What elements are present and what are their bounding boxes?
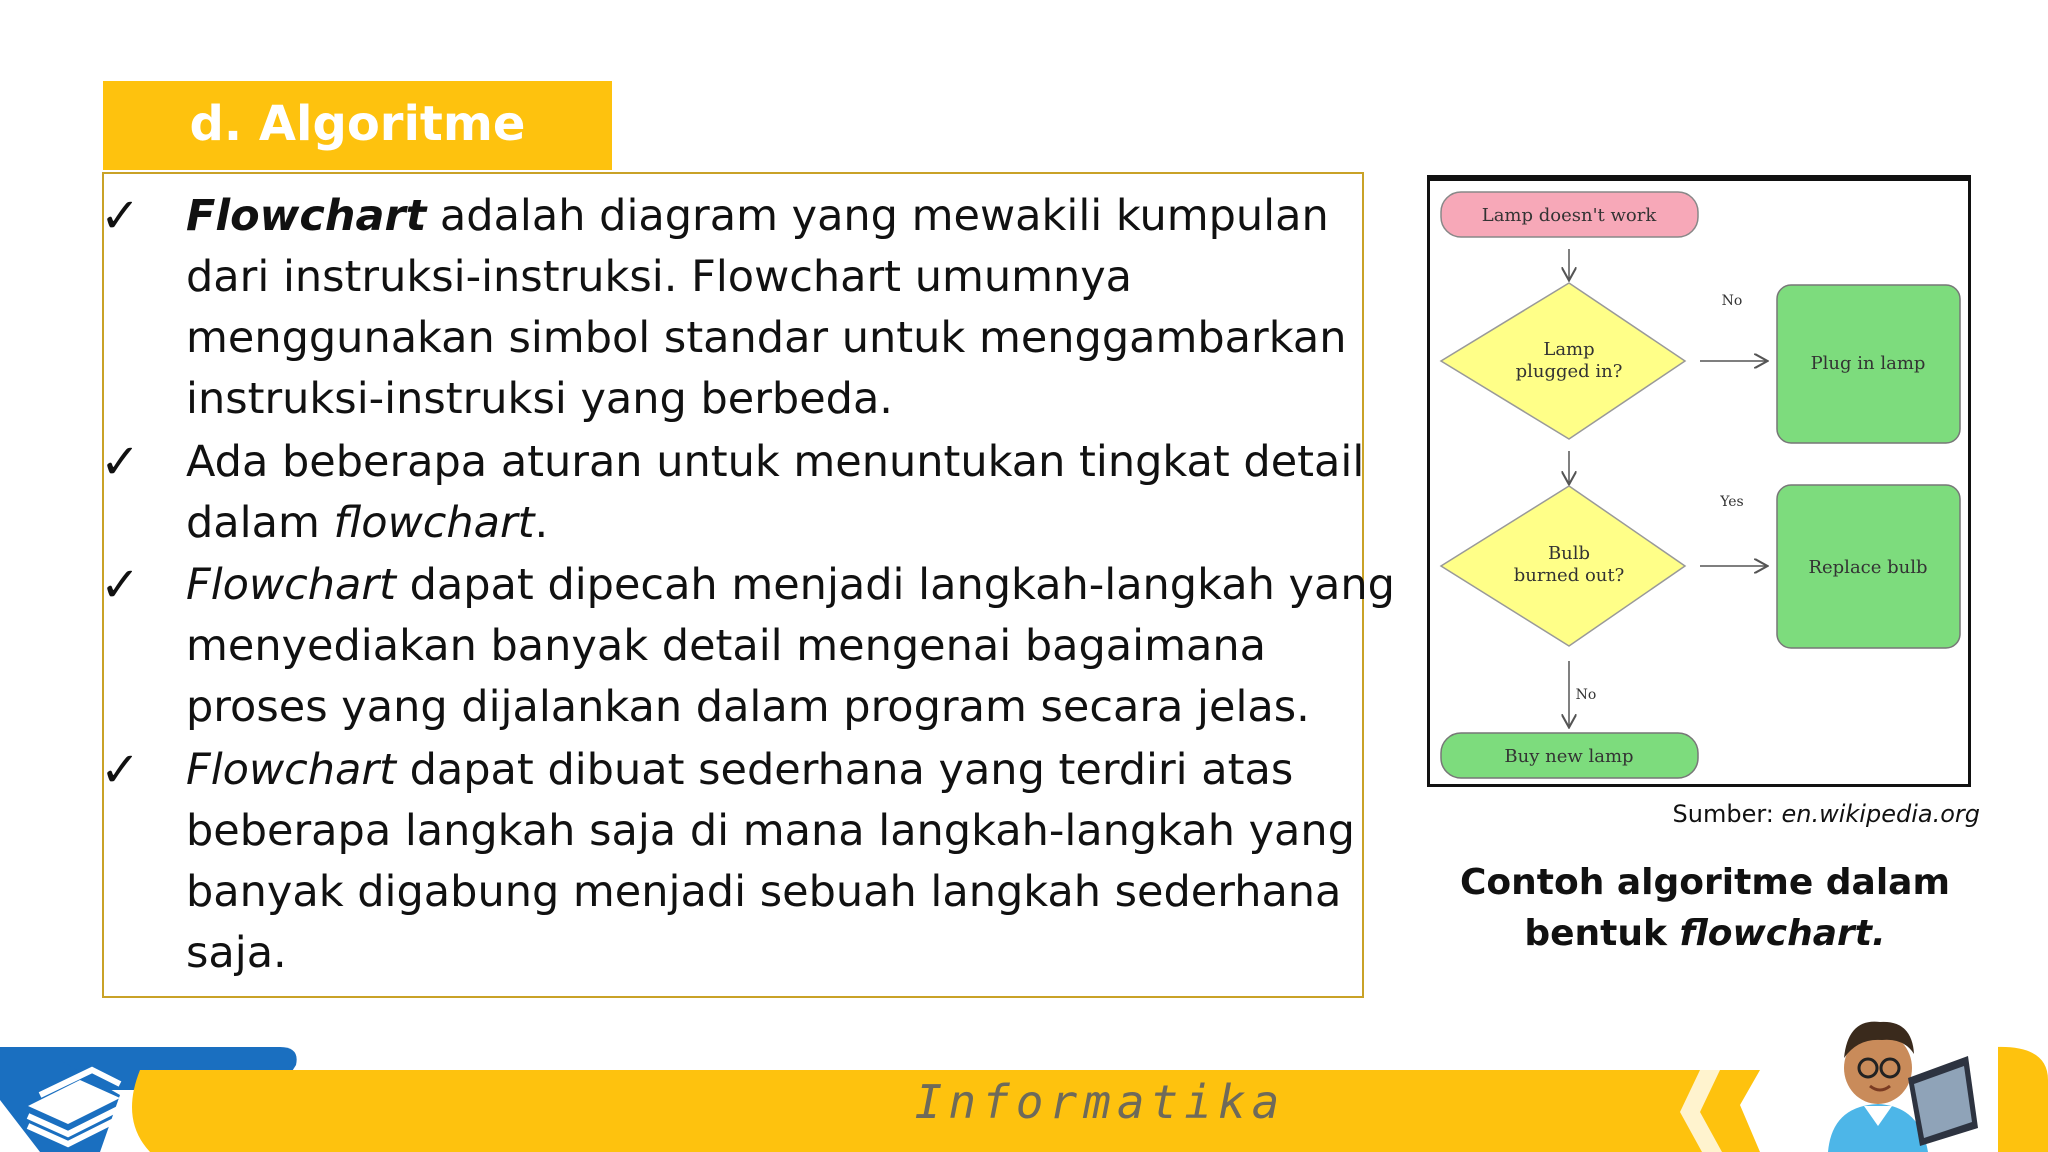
bullet-line bbox=[186, 677, 1436, 738]
books-logo-icon bbox=[0, 1060, 120, 1152]
figure-caption bbox=[1400, 857, 2010, 959]
action-replace-bulb-label: Replace bulb bbox=[1808, 557, 1928, 578]
image-source-link: en.wikipedia.org bbox=[1781, 800, 1980, 828]
bullet-line bbox=[186, 369, 1436, 430]
checkmark-icon: ✓ bbox=[100, 557, 141, 613]
bullet-line bbox=[186, 247, 1436, 308]
bullet-text-segment: saja. bbox=[186, 928, 287, 978]
bullet-text-segment: menggunakan simbol standar untuk menggambarkan bbox=[186, 313, 1347, 363]
footer-title: Informatika bbox=[914, 1075, 1286, 1129]
bullet-line bbox=[186, 432, 1436, 493]
decision-bulb-burned-line1: Bulb bbox=[1547, 543, 1591, 564]
checkmark-icon: ✓ bbox=[100, 434, 141, 490]
decision-lamp-plugged-line1: Lamp bbox=[1543, 339, 1595, 360]
bullet-line bbox=[186, 308, 1436, 369]
bullet-text-segment: instruksi-instruksi yang berbeda. bbox=[186, 374, 893, 424]
bullet-text-segment: Flowchart bbox=[186, 745, 396, 795]
student-computer-icon bbox=[1808, 998, 1998, 1152]
figure-caption-line2-italic: flowchart. bbox=[1679, 913, 1886, 954]
bullet-text-segment: menyediakan banyak detail mengenai bagaimana bbox=[186, 621, 1266, 671]
figure-caption-line2-prefix: bentuk bbox=[1524, 913, 1680, 954]
label-no-1: No bbox=[1721, 293, 1743, 309]
footer-right-tab bbox=[1995, 1047, 2048, 1152]
bullet-text-segment: beberapa langkah saja di mana langkah-langkah yang bbox=[186, 806, 1355, 856]
figure-caption-line1: Contoh algoritme dalam bbox=[1460, 862, 1950, 903]
bullet-text-segment: dapat dibuat sederhana yang terdiri atas bbox=[395, 745, 1294, 795]
checkmark-icon: ✓ bbox=[100, 188, 141, 244]
bullet-text-segment: Flowchart bbox=[186, 560, 396, 610]
bullet-text-segment: Ada beberapa aturan untuk menuntukan tingkat detail bbox=[186, 437, 1365, 487]
bullet-text bbox=[186, 740, 1436, 984]
bullet-line bbox=[186, 555, 1436, 616]
bullet-text-segment: dalam bbox=[186, 498, 334, 548]
bullet-line bbox=[186, 186, 1436, 247]
section-title-box bbox=[103, 81, 612, 170]
flowchart-svg bbox=[1430, 181, 1968, 781]
image-source-prefix: Sumber: bbox=[1672, 800, 1782, 828]
checkmark-icon: ✓ bbox=[100, 742, 141, 798]
bullet-line bbox=[186, 616, 1436, 677]
terminal-start-label: Lamp doesn't work bbox=[1481, 205, 1657, 226]
decision-bulb-burned-line2: burned out? bbox=[1513, 565, 1625, 586]
action-plug-in-lamp-label: Plug in lamp bbox=[1810, 353, 1926, 374]
bullet-text-segment: proses yang dijalankan dalam program secara jelas. bbox=[186, 682, 1310, 732]
bullet-text bbox=[186, 555, 1436, 738]
section-title: d. Algoritme bbox=[189, 96, 526, 152]
terminal-end-label: Buy new lamp bbox=[1504, 746, 1634, 767]
bullet-text-segment: Flowchart bbox=[186, 191, 427, 241]
bullet-text-segment: dapat dipecah menjadi langkah-langkah yang bbox=[395, 560, 1395, 610]
bullet-text-segment: . bbox=[534, 498, 549, 548]
bullet-text bbox=[186, 186, 1436, 430]
bullet-line bbox=[186, 801, 1436, 862]
image-source bbox=[1430, 800, 1980, 828]
bullet-text bbox=[186, 432, 1436, 554]
figure-caption-line2 bbox=[1400, 908, 2010, 959]
label-no-2: No bbox=[1575, 687, 1597, 703]
bullet-text-segment: banyak digabung menjadi sebuah langkah sederhana bbox=[186, 867, 1342, 917]
decision-lamp-plugged-line2: plugged in? bbox=[1515, 361, 1623, 382]
bullet-text-segment: flowchart bbox=[333, 498, 535, 548]
flowchart-image bbox=[1427, 175, 1971, 787]
bullet-line bbox=[186, 740, 1436, 801]
bullet-text-segment: dari instruksi-instruksi. Flowchart umumnya bbox=[186, 252, 1133, 302]
bullet-text-segment: adalah diagram yang mewakili kumpulan bbox=[426, 191, 1329, 241]
bullet-line bbox=[186, 862, 1436, 923]
bullet-line bbox=[186, 923, 1436, 984]
label-yes: Yes bbox=[1720, 494, 1744, 510]
bullet-line bbox=[186, 493, 1436, 554]
